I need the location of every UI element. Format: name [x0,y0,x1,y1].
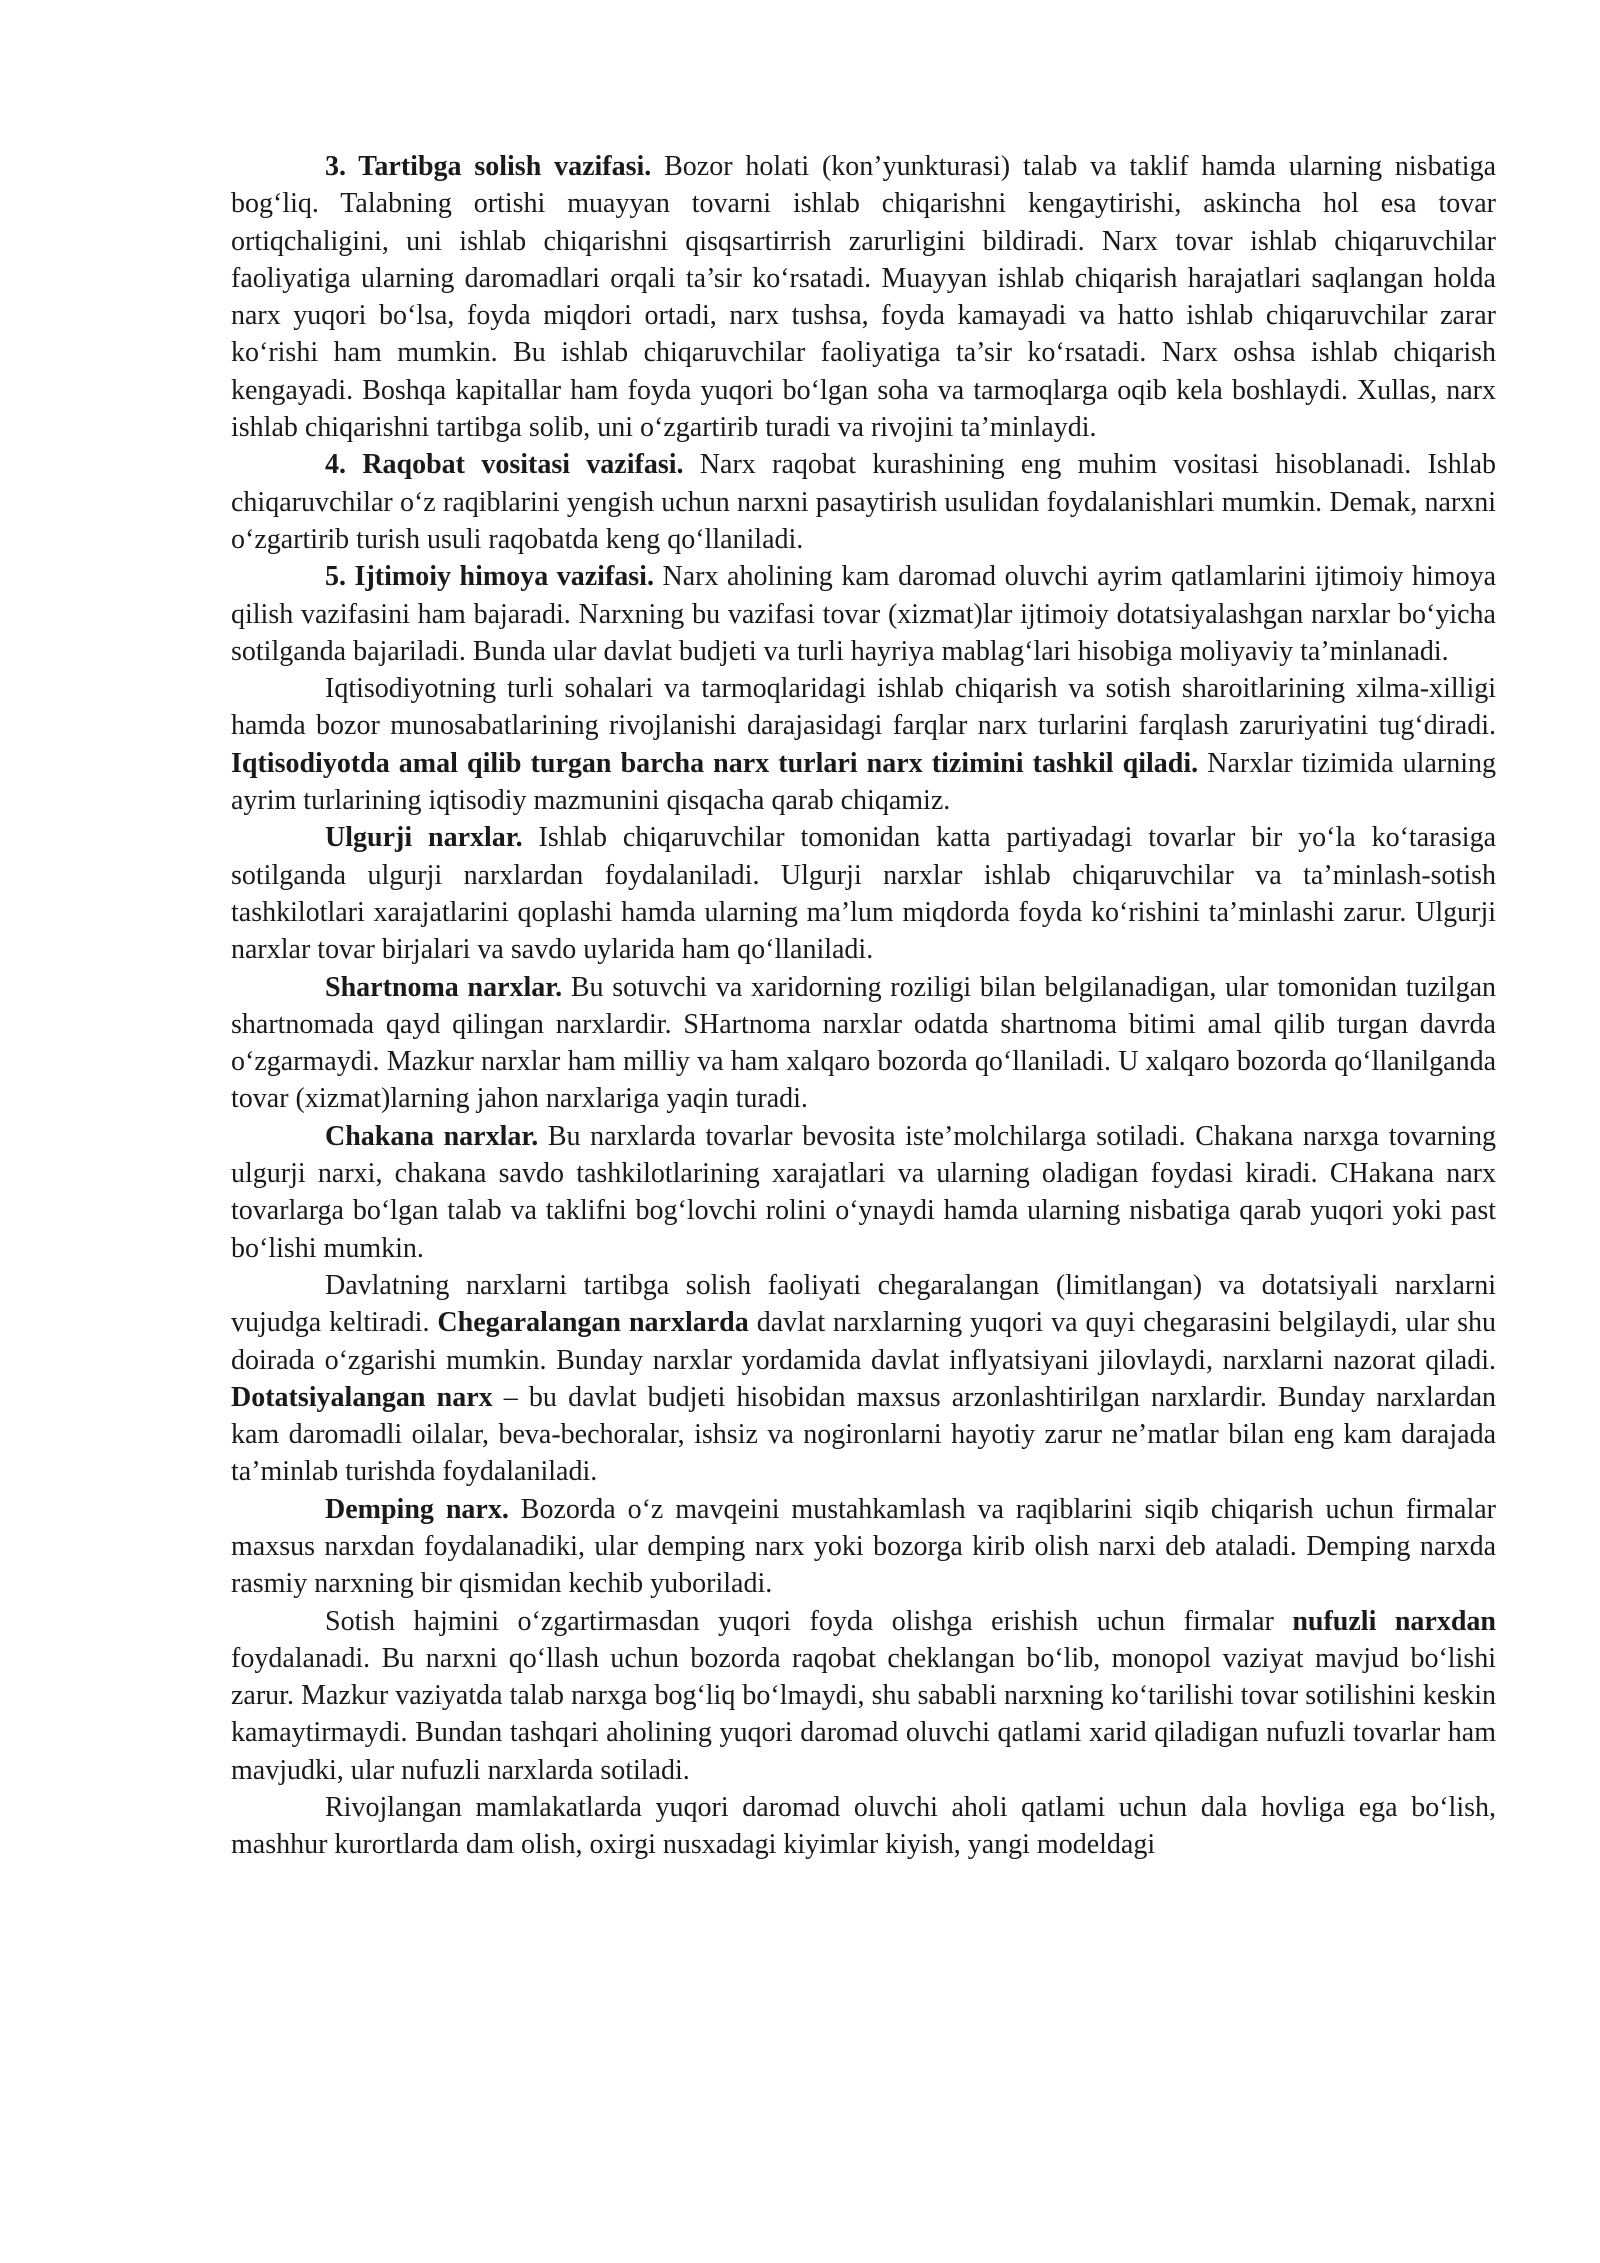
paragraph-text: Sotish hajmini o‘zgartirmasdan yuqori foyda olishga erishish uchun firmalar [325,1605,1293,1637]
heading-chakana-narxlar: Chakana narxlar. [325,1120,539,1152]
paragraph-text: – bu davlat budjeti hisobidan maxsus arzonlashtirilgan narxlardir. Bunday narxlardan kam daromadli oilalar, beva-bechoralar, ishsiz va nogironlarni hayotiy zarur ne’matlar bilan eng kam darajada ta’minlab turishda foydalaniladi. [231,1381,1497,1488]
paragraph-text: Bozor holati (kon’yunkturasi) talab va taklif hamda ularning nisbatiga bog‘liq. Talabning ortishi muayyan tovarni ishlab chiqarishni kengaytirishi, askincha hol esa tovar ortiqchaligini, uni ishlab chiqarishni qisqsartirrish zarurligini bildiradi. Narx tovar ishlab chiqaruvchilar faoliyatiga ularning daromadlari orqali ta’sir ko‘rsatadi. Muayyan ishlab chiqarish harajatlari saqlangan holda narx yuqori bo‘lsa, foyda miqdori ortadi, narx tushsa, foyda kamayadi va hatto ishlab chiqaruvchilar zarar ko‘rishi ham mumkin. Bu ishlab chiqaruvchilar faoliyatiga ta’sir ko‘rsatadi. Narx oshsa ishlab chiqarish kengayadi. Boshqa kapitallar ham foyda yuqori bo‘lgan soha va tarmoqlarga oqib kela boshlaydi. Xullas, narx ishlab chiqarishni tartibga solib, uni o‘zgartirib turadi va rivojini ta’minlaydi. [231,151,1496,444]
paragraph-text: Bozorda o‘z mavqeini mustahkamlash va raqiblarini siqib chiqarish uchun firmalar maxsus narxdan foydalanadiki, ular demping narx yoki bozorga kirib olish narxi deb ataladi. Demping narxda rasmiy narxning bir qismidan kechib yuboriladi. [231,1493,1496,1600]
heading-ijtimoiy-himoya: 5. Ijtimoiy himoya vazifasi. [325,561,654,593]
paragraph-rivojlangan-mamlakatlar [231,1789,1496,1864]
paragraph-text: Narx aholining kam daromad oluvchi ayrim qatlamlarini ijtimoiy himoya qilish vazifasini ham bajaradi. Narxning bu vazifasi tovar (xizmat)lar ijtimoiy dotatsiyalashgan narxlar bo‘yicha sotilganda bajariladi. Bunda ular davlat budjeti va turli hayriya mablag‘lari hisobiga moliyaviy ta’minlanadi. [231,561,1496,667]
paragraph-shartnoma-narxlar [231,969,1496,1118]
paragraph-demping-narx [231,1491,1496,1603]
paragraph-text: Iqtisodiyotning turli sohalari va tarmoqlaridagi ishlab chiqarish va sotish sharoitlarining xilma-xilligi hamda bozor munosabatlarining rivojlanishi darajasidagi farqlar narx turlarini farqlash zaruriyatini tug‘diradi. [231,673,1496,742]
paragraph-text: Bu sotuvchi va xaridorning roziligi bilan belgilanadigan, ular tomonidan tuzilgan shartnomada qayd qilingan narxlardir. SHartnoma narxlar odatda shartnoma bitimi amal qilib turgan davrda o‘zgarmaydi. Mazkur narxlar ham milliy va ham xalqaro bozorda qo‘llaniladi. U xalqaro bozorda qo‘llanilganda tovar (xizmat)larning jahon narxlariga yaqin turadi. [231,971,1496,1115]
paragraph-text: Rivojlangan mamlakatlarda yuqori daromad oluvchi aholi qatlami uchun dala hovliga ega bo‘lish, mashhur kurortlarda dam olish, oxirgi nusxadagi kiyimlar kiyish, yangi modeldagi [231,1792,1496,1861]
paragraph-ijtimoiy-himoya [231,558,1496,670]
paragraph-text: Narx raqobat kurashining eng muhim vositasi hisoblanadi. Ishlab chiqaruvchilar o‘z raqiblarini yengish uchun narxni pasaytirish usulidan foydalanishlari mumkin. Demak, narxni o‘zgartirib turish usuli raqobatda keng qo‘llaniladi. [231,449,1496,555]
paragraph-text: Davlatning narxlarni tartibga solish faoliyati chegaralangan (limitlangan) va dotatsiyali narxlarni vujudga keltiradi. [231,1269,1496,1339]
emphasis-chegaralangan-narxlarda: Chegaralangan narxlarda [437,1307,749,1339]
emphasis-dotatsiyalangan-narx: Dotatsiyalangan narx [231,1381,493,1413]
heading-raqobat-vositasi: 4. Raqobat vositasi vazifasi. [325,449,684,481]
paragraph-text: Bu narxlarda tovarlar bevosita iste’molchilarga sotiladi. Chakana narxga tovarning ulgurji narxi, chakana savdo tashkilotlarining xarajatlari va ularning oladigan foydasi kiradi. CHakana narx tovarlarga bo‘lgan talab va taklifni bog‘lovchi rolini o‘ynaydi hamda ularning nisbatiga qarab yuqori yoki past bo‘lishi mumkin. [231,1120,1497,1264]
paragraph-text: foydalanadi. Bu narxni qo‘llash uchun bozorda raqobat cheklangan bo‘lib, monopol vaziyat mavjud bo‘lishi zarur. Mazkur vaziyatda talab narxga bog‘liq bo‘lmaydi, shu sababli narxning ko‘tarilishi tovar sotilishini keskin kamaytirmaydi. Bundan tashqari aholining yuqori daromad oluvchi qatlami xarid qiladigan nufuzli tovarlar ham mavjudki, ular nufuzli narxlarda sotiladi. [231,1642,1496,1786]
paragraph-narx-tizimi [231,670,1496,819]
paragraph-text: davlat narxlarning yuqori va quyi chegarasini belgilaydi, ular shu doirada o‘zgarishi mumkin. Bunday narxlar yordamida davlat inflyatsiyani jilovlaydi, narxlarni nazorat qiladi. [231,1307,1496,1376]
paragraph-text: Ishlab chiqaruvchilar tomonidan katta partiyadagi tovarlar bir yo‘la ko‘tarasiga sotilganda ulgurji narxlardan foydalaniladi. Ulgurji narxlar ishlab chiqaruvchilar va ta’minlash-sotish tashkilotlari xarajatlarini qoplashi hamda ularning ma’lum miqdorda foyda ko‘rishini ta’minlashi zarur. Ulgurji narxlar tovar birjalari va savdo uylarida ham qo‘llaniladi. [231,822,1496,966]
heading-tartibga-solish: 3. Tartibga solish vazifasi. [325,151,652,182]
paragraph-tartibga-solish [231,148,1496,446]
heading-demping-narx: Demping narx. [325,1493,509,1525]
paragraph-chakana-narxlar [231,1118,1496,1267]
paragraph-davlat-narxlari [231,1267,1496,1491]
paragraph-text: Narxlar tizimida ularning ayrim turlarining iqtisodiy mazmunini qisqacha qarab chiqamiz. [231,747,1496,817]
document-page [231,148,1496,1864]
paragraph-raqobat-vositasi [231,446,1496,558]
emphasis-nufuzli-narxdan: nufuzli narxdan [1292,1605,1496,1637]
heading-ulgurji-narxlar: Ulgurji narxlar. [325,822,523,854]
emphasis-narx-tizimi: Iqtisodiyotda amal qilib turgan barcha narx turlari narx tizimini tashkil qiladi. [231,747,1199,779]
heading-shartnoma-narxlar: Shartnoma narxlar. [325,971,563,1003]
paragraph-nufuzli-narx [231,1603,1496,1789]
paragraph-ulgurji-narxlar [231,819,1496,968]
